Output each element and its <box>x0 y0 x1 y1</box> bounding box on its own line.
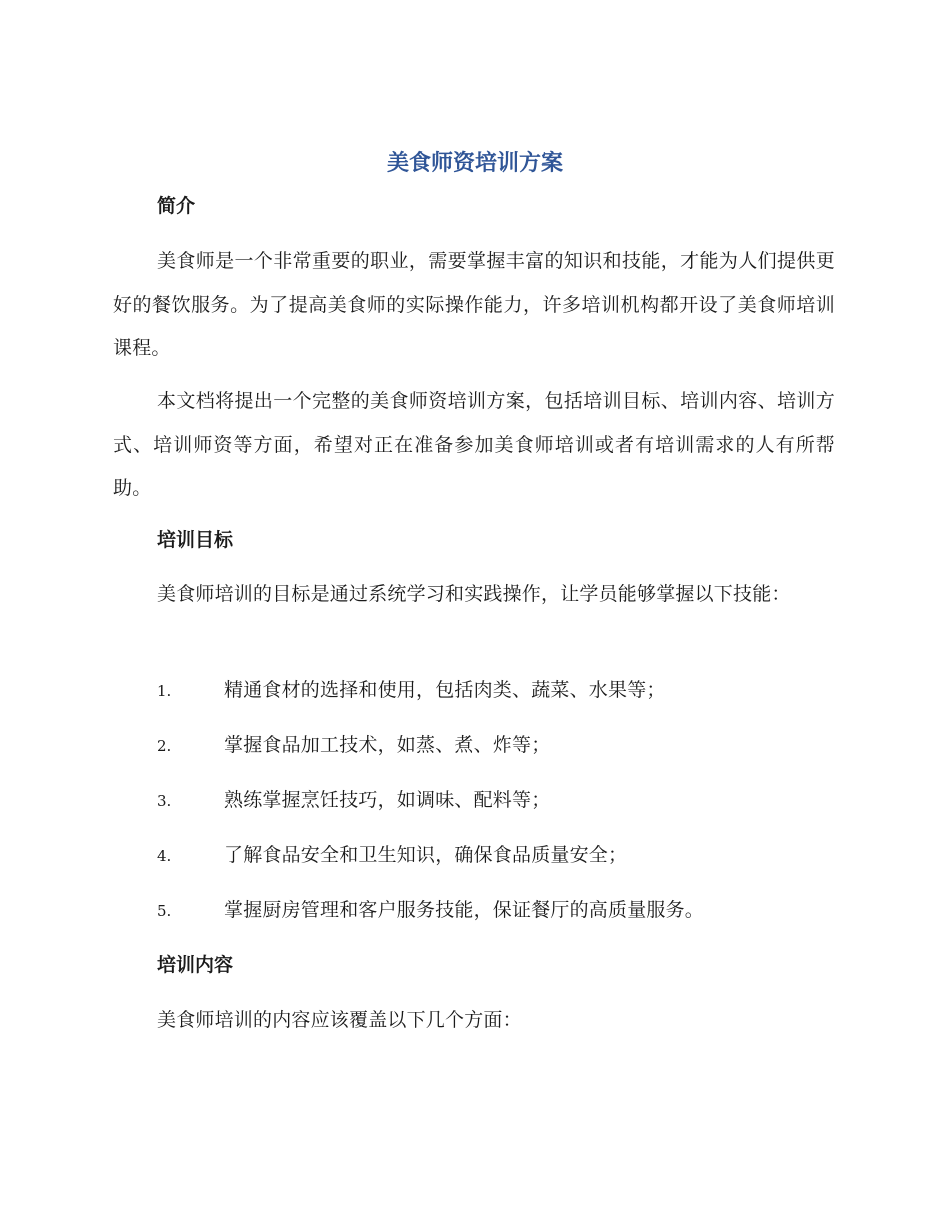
list-item-number: 2. <box>157 737 172 755</box>
section-heading-content: 培训内容 <box>157 954 234 976</box>
list-item-text: 熟练掌握烹饪技巧，如调味、配料等； <box>224 789 551 811</box>
list-item <box>0 777 950 832</box>
list-item-number: 1. <box>157 682 172 700</box>
goals-list <box>0 667 950 942</box>
section-heading-intro: 简介 <box>157 195 196 217</box>
list-item <box>0 832 950 887</box>
list-item <box>0 722 950 777</box>
list-item-text: 了解食品安全和卫生知识，确保食品质量安全； <box>224 844 628 866</box>
list-item <box>0 887 950 942</box>
list-item-number: 5. <box>157 902 172 920</box>
section-heading-goals: 培训目标 <box>157 529 234 551</box>
list-item <box>0 667 950 722</box>
list-item-number: 3. <box>157 792 172 810</box>
list-item-text: 掌握食品加工技术，如蒸、煮、炸等； <box>224 734 551 756</box>
intro-paragraph-1: 美食师是一个非常重要的职业，需要掌握丰富的知识和技能，才能为人们提供更好的餐饮服务。为了提高美食师的实际操作能力，许多培训机构都开设了美食师培训课程。 <box>113 250 835 359</box>
document-title: 美食师资培训方案 <box>386 151 563 176</box>
content-paragraph: 美食师培训的内容应该覆盖以下几个方面： <box>157 1009 522 1031</box>
goals-paragraph: 美食师培训的目标是通过系统学习和实践操作，让学员能够掌握以下技能： <box>157 583 791 605</box>
intro-paragraph-2: 本文档将提出一个完整的美食师资培训方案，包括培训目标、培训内容、培训方式、培训师资等方面，希望对正在准备参加美食师培训或者有培训需求的人有所帮助。 <box>113 390 835 499</box>
list-item-number: 4. <box>157 847 172 865</box>
list-item-text: 精通食材的选择和使用，包括肉类、蔬菜、水果等； <box>224 679 666 701</box>
list-item-text: 掌握厨房管理和客户服务技能，保证餐厅的高质量服务。 <box>224 899 705 921</box>
